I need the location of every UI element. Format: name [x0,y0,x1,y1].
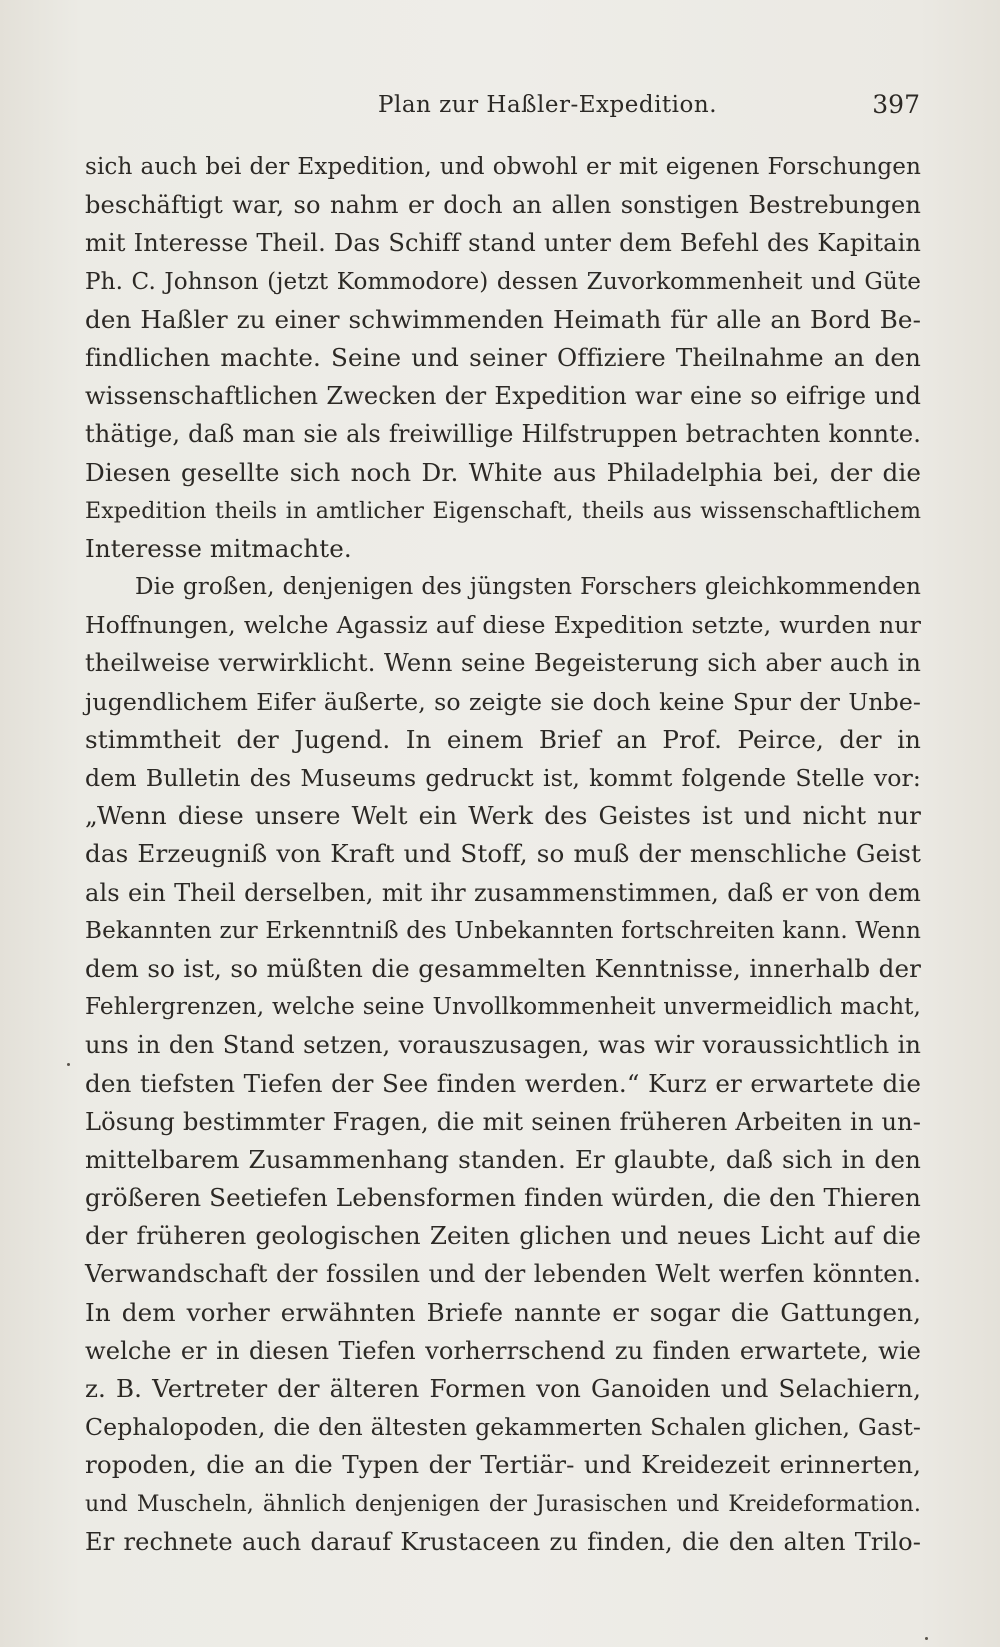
text-line: thätige, daß man sie als freiwillige Hilfstruppen betrachten konnte. [85,420,921,449]
text-line: „Wenn diese unsere Welt ein Werk des Geistes ist und nicht nur [85,801,921,831]
text-line: z. B. Vertreter der älteren Formen von Ganoiden und Selachiern, [85,1374,921,1403]
text-line: Interesse mitmachte. [85,533,352,563]
paper-speck [67,1063,70,1066]
text-line: als ein Theil derselben, mit ihr zusammenstimmen, daß er von dem [85,878,921,907]
text-line: theilweise verwirklicht. Wenn seine Begeisterung sich aber auch in [85,649,921,678]
text-line: den Haßler zu einer schwimmenden Heimath für alle an Bord Be- [85,304,921,334]
text-line: dem so ist, so müßten die gesammelten Kenntnisse, innerhalb der [85,953,921,983]
text-line: Hoffnungen, welche Agassiz auf diese Expedition setzte, wurden nur [85,611,921,640]
running-head [85,92,920,126]
text-line: Die großen, denjenigen des jüngsten Forschers gleichkommenden [135,574,921,601]
text-line: Verwandschaft der fossilen und der lebenden Welt werfen könnten. [85,1260,921,1289]
text-line: uns in den Stand setzen, vorauszusagen, was wir voraussichtlich in [85,1031,921,1060]
running-title: Plan zur Haßler-Expedition. [377,92,717,118]
text-line: Cephalopoden, die den ältesten gekammerten Schalen glichen, Gast- [85,1413,921,1442]
body-text [85,148,921,1561]
text-line: Diesen gesellte sich noch Dr. White aus Philadelphia bei, der die [85,457,921,487]
text-line: ropoden, die an die Typen der Tertiär- und Kreidezeit erinnerten, [85,1450,921,1480]
text-line: und Muscheln, ähnlich denjenigen der Jurasischen und Kreideformation. [85,1490,921,1517]
text-line: In dem vorher erwähnten Briefe nannte er sogar die Gattungen, [85,1297,921,1327]
text-line: dem Bulletin des Museums gedruckt ist, kommt folgende Stelle vor: [85,764,921,792]
text-line: wissenschaftlichen Zwecken der Expedition war eine so eifrige und [85,382,921,411]
page-number: 397 [872,90,920,119]
text-line: welche er in diesen Tiefen vorherrschend zu finden erwartete, wie [85,1336,921,1365]
text-line: beschäftigt war, so nahm er doch an allen sonstigen Bestrebungen [85,191,921,220]
text-line: Expedition theils in amtlicher Eigenschaft, theils aus wissenschaftlichem [85,497,921,524]
paper-speck [925,1637,928,1640]
text-line: stimmtheit der Jugend. In einem Brief an Prof. Peirce, der in [85,724,921,754]
text-line: jugendlichem Eifer äußerte, so zeigte sie doch keine Spur der Unbe- [85,687,921,716]
text-line: Fehlergrenzen, welche seine Unvollkommenheit unvermeidlich macht, [85,994,921,1021]
text-line: mit Interesse Theil. Das Schiff stand unter dem Befehl des Kapitain [85,229,921,258]
text-line: der früheren geologischen Zeiten glichen und neues Licht auf die [85,1221,921,1251]
text-line: findlichen machte. Seine und seiner Offiziere Theilnahme an den [85,342,921,372]
text-line: sich auch bei der Expedition, und obwohl er mit eigenen Forschungen [85,154,921,180]
text-line: mittelbarem Zusammenhang standen. Er glaubte, daß sich in den [85,1144,921,1174]
text-line: Lösung bestimmter Fragen, die mit seinen früheren Arbeiten in un- [85,1107,921,1136]
text-line: das Erzeugniß von Kraft und Stoff, so muß der menschliche Geist [85,839,921,869]
text-line: den tiefsten Tiefen der See finden werden.“ Kurz er erwartete die [85,1068,921,1098]
text-line: Er rechnete auch darauf Krustaceen zu finden, die den alten Trilo- [85,1527,921,1556]
text-line: größeren Seetiefen Lebensformen finden würden, die den Thieren [85,1183,921,1213]
text-line: Bekannten zur Erkenntniß des Unbekannten fortschreiten kann. Wenn [85,917,921,944]
text-line: Ph. C. Johnson (jetzt Kommodore) dessen Zuvorkommenheit und Güte [85,268,921,295]
